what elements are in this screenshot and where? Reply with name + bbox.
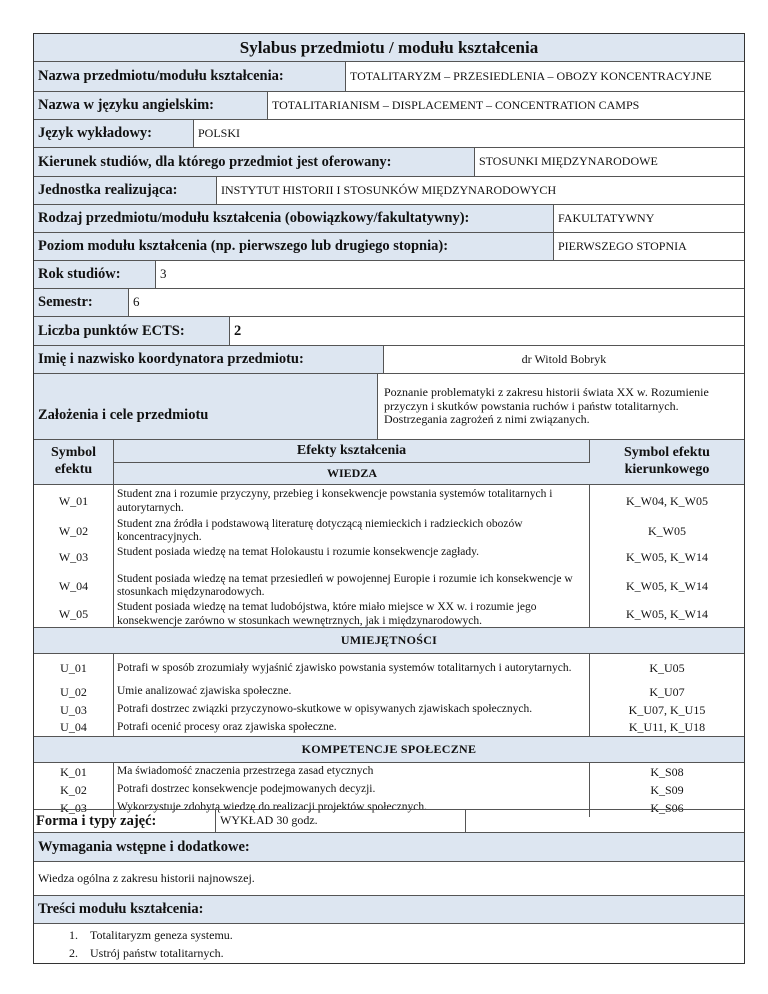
- effect-code: K_U11, K_U18: [628, 720, 706, 734]
- course-name-row: [34, 62, 744, 92]
- effect-text: Student zna i rozumie przyczyny, przebieg i konsekwencje powstania systemów totalitarnych i autorytarnych.: [114, 485, 590, 518]
- semester-label: Semestr:: [34, 289, 129, 316]
- language-label: Język wykładowy:: [34, 120, 194, 147]
- ects-value: 2: [230, 317, 744, 345]
- coordinator-value: dr Witold Bobryk: [384, 346, 744, 373]
- coordinator-row: [34, 346, 744, 374]
- list-item-number: 2.: [69, 946, 78, 960]
- prerequisites-header-row: [34, 833, 744, 862]
- effect-text: Student zna źródła i podstawową literaturę dotyczącą niemieckich i radzieckich obozów koncentracyjnych.: [114, 518, 590, 544]
- effect-code: K_W05, K_W14: [626, 549, 708, 564]
- effects-header: Efekty kształcenia: [114, 440, 590, 462]
- effect-code: K_S06: [650, 800, 684, 815]
- effect-symbol: W_01: [34, 485, 114, 518]
- table-row: [34, 781, 744, 799]
- course-type-label: Rodzaj przedmiotu/modułu kształcenia (obowiązkowy/fakultatywny):: [34, 205, 554, 232]
- field-of-study-value: STOSUNKI MIĘDZYNARODOWE: [475, 148, 744, 176]
- effect-code: K_W05: [648, 523, 686, 538]
- list-item-text: Totalitaryzm geneza systemu.: [90, 928, 233, 942]
- skills-header: UMIEJĘTNOŚCI: [34, 628, 744, 654]
- page-title: Sylabus przedmiotu / modułu kształcenia: [239, 37, 539, 57]
- effect-code: K_U07: [649, 684, 685, 699]
- table-row: [34, 763, 744, 781]
- effect-text: Student posiada wiedzę na temat Holokaustu i rozumie konsekwencje zagłady.: [114, 544, 590, 570]
- effect-symbol: U_03: [34, 701, 114, 719]
- language-value: POLSKI: [194, 120, 744, 147]
- prerequisites-value-row: [34, 862, 744, 896]
- prerequisites-label: Wymagania wstępne i dodatkowe:: [38, 838, 250, 855]
- title-row: [34, 34, 744, 62]
- goals-label: Założenia i cele przedmiotu: [34, 374, 378, 439]
- forms-label: Forma i typy zajęć:: [34, 810, 216, 832]
- english-name-value: TOTALITARIANISM – DISPLACEMENT – CONCENTRATION CAMPS: [268, 92, 744, 119]
- semester-row: [34, 289, 744, 317]
- table-row: [34, 683, 744, 701]
- program-symbol-header: Symbol efektu kierunkowego: [624, 445, 710, 477]
- effect-text: Potrafi dostrzec związki przyczynowo-skutkowe w opisywanych zjawiskach społecznych.: [114, 701, 590, 719]
- effect-text: Potrafi w sposób zrozumiały wyjaśnić zjawisko powstania systemów totalitarnych i autorytarnych.: [114, 654, 590, 683]
- level-row: [34, 233, 744, 261]
- effect-text: Student posiada wiedzę na temat przesiedleń w powojennej Europie i rozumie ich konsekwencje w stosunkach międzynarodowych.: [114, 570, 590, 602]
- table-row: [34, 701, 744, 719]
- effect-symbol: K_03: [34, 799, 114, 817]
- language-row: [34, 120, 744, 148]
- semester-value: 6: [129, 289, 744, 316]
- knowledge-header: WIEDZA: [114, 462, 590, 484]
- year-label: Rok studiów:: [34, 261, 156, 288]
- symbol-header: Symbol efektu: [34, 440, 114, 484]
- effect-symbol: U_04: [34, 719, 114, 736]
- unit-row: [34, 177, 744, 205]
- effect-code: K_S09: [650, 782, 684, 797]
- effect-text: Potrafi dostrzec konsekwencje podejmowanych decyzji.: [114, 781, 590, 799]
- list-item: [34, 945, 744, 962]
- effect-text: Student posiada wiedzę na temat ludobójstwa, które miało miejsce w XX w. i rozumie jego konsekwencje zarówno w stosunkach wewnętrznych, jak i międzynarodowych.: [114, 602, 590, 627]
- effect-code: K_W04, K_W05: [626, 494, 708, 508]
- contents-label: Treści modułu kształcenia:: [38, 901, 204, 917]
- effect-symbol: W_03: [34, 544, 114, 570]
- list-item: [34, 927, 744, 944]
- english-name-label: Nazwa w języku angielskim:: [34, 92, 268, 119]
- ects-label: Liczba punktów ECTS:: [34, 317, 230, 345]
- effect-symbol: U_01: [34, 654, 114, 683]
- effect-text: Potrafi ocenić procesy oraz zjawiska społeczne.: [114, 719, 590, 736]
- competences-header: KOMPETENCJE SPOŁECZNE: [34, 737, 744, 763]
- effect-symbol: K_01: [34, 763, 114, 781]
- table-row: [34, 602, 744, 628]
- goals-value: Poznanie problematyki z zakresu historii świata XX w. Rozumienie przyczyn i skutków powstania ruchów i państw totalitarnych. Dostrzegania zagrożeń z nimi związanych.: [378, 374, 744, 439]
- table-row: [34, 485, 744, 518]
- table-row: [34, 719, 744, 737]
- effect-symbol: U_02: [34, 683, 114, 701]
- table-row: [34, 518, 744, 544]
- effect-symbol: W_02: [34, 518, 114, 544]
- table-row: [34, 570, 744, 602]
- goals-row: [34, 374, 744, 440]
- effect-text: Ma świadomość znaczenia przestrzega zasad etycznych: [114, 763, 590, 781]
- table-row: [34, 544, 744, 570]
- effect-text: Umie analizować zjawiska społeczne.: [114, 683, 590, 701]
- forms-row: [34, 809, 744, 833]
- course-type-row: [34, 205, 744, 233]
- effect-code: K_W05, K_W14: [626, 607, 708, 621]
- ects-row: [34, 317, 744, 346]
- year-value: 3: [156, 261, 744, 288]
- level-value: PIERWSZEGO STOPNIA: [554, 233, 744, 260]
- field-of-study-row: [34, 148, 744, 177]
- effect-symbol: W_04: [34, 570, 114, 602]
- syllabus-document: [33, 33, 745, 964]
- forms-value: WYKŁAD 30 godz.: [216, 810, 466, 832]
- year-row: [34, 261, 744, 289]
- course-name-label: Nazwa przedmiotu/modułu kształcenia:: [34, 62, 346, 91]
- coordinator-label: Imię i nazwisko koordynatora przedmiotu:: [34, 346, 384, 373]
- contents-header-row: [34, 896, 744, 924]
- field-of-study-label: Kierunek studiów, dla którego przedmiot jest oferowany:: [34, 148, 475, 176]
- effect-code: K_W05, K_W14: [626, 578, 708, 593]
- unit-label: Jednostka realizująca:: [34, 177, 217, 204]
- prerequisites-value: Wiedza ogólna z zakresu historii najnowszej.: [38, 870, 255, 885]
- unit-value: INSTYTUT HISTORII I STOSUNKÓW MIĘDZYNARODOWYCH: [217, 177, 744, 204]
- table-row: [34, 654, 744, 683]
- course-name-value: TOTALITARYZM – PRZESIEDLENIA – OBOZY KONCENTRACYJNE: [346, 62, 744, 91]
- effect-symbol: W_05: [34, 602, 114, 627]
- list-item-text: Ustrój państw totalitarnych.: [90, 946, 224, 960]
- effect-code: K_S08: [650, 764, 684, 779]
- effect-text: Wykorzystuje zdobytą wiedzę do realizacji projektów społecznych.: [114, 799, 590, 817]
- effect-code: K_U05: [649, 661, 685, 675]
- effect-code: K_U07, K_U15: [628, 702, 706, 717]
- effect-symbol: K_02: [34, 781, 114, 799]
- level-label: Poziom modułu kształcenia (np. pierwszego lub drugiego stopnia):: [34, 233, 554, 260]
- list-item-number: 1.: [69, 928, 78, 942]
- english-name-row: [34, 92, 744, 120]
- course-type-value: FAKULTATYWNY: [554, 205, 744, 232]
